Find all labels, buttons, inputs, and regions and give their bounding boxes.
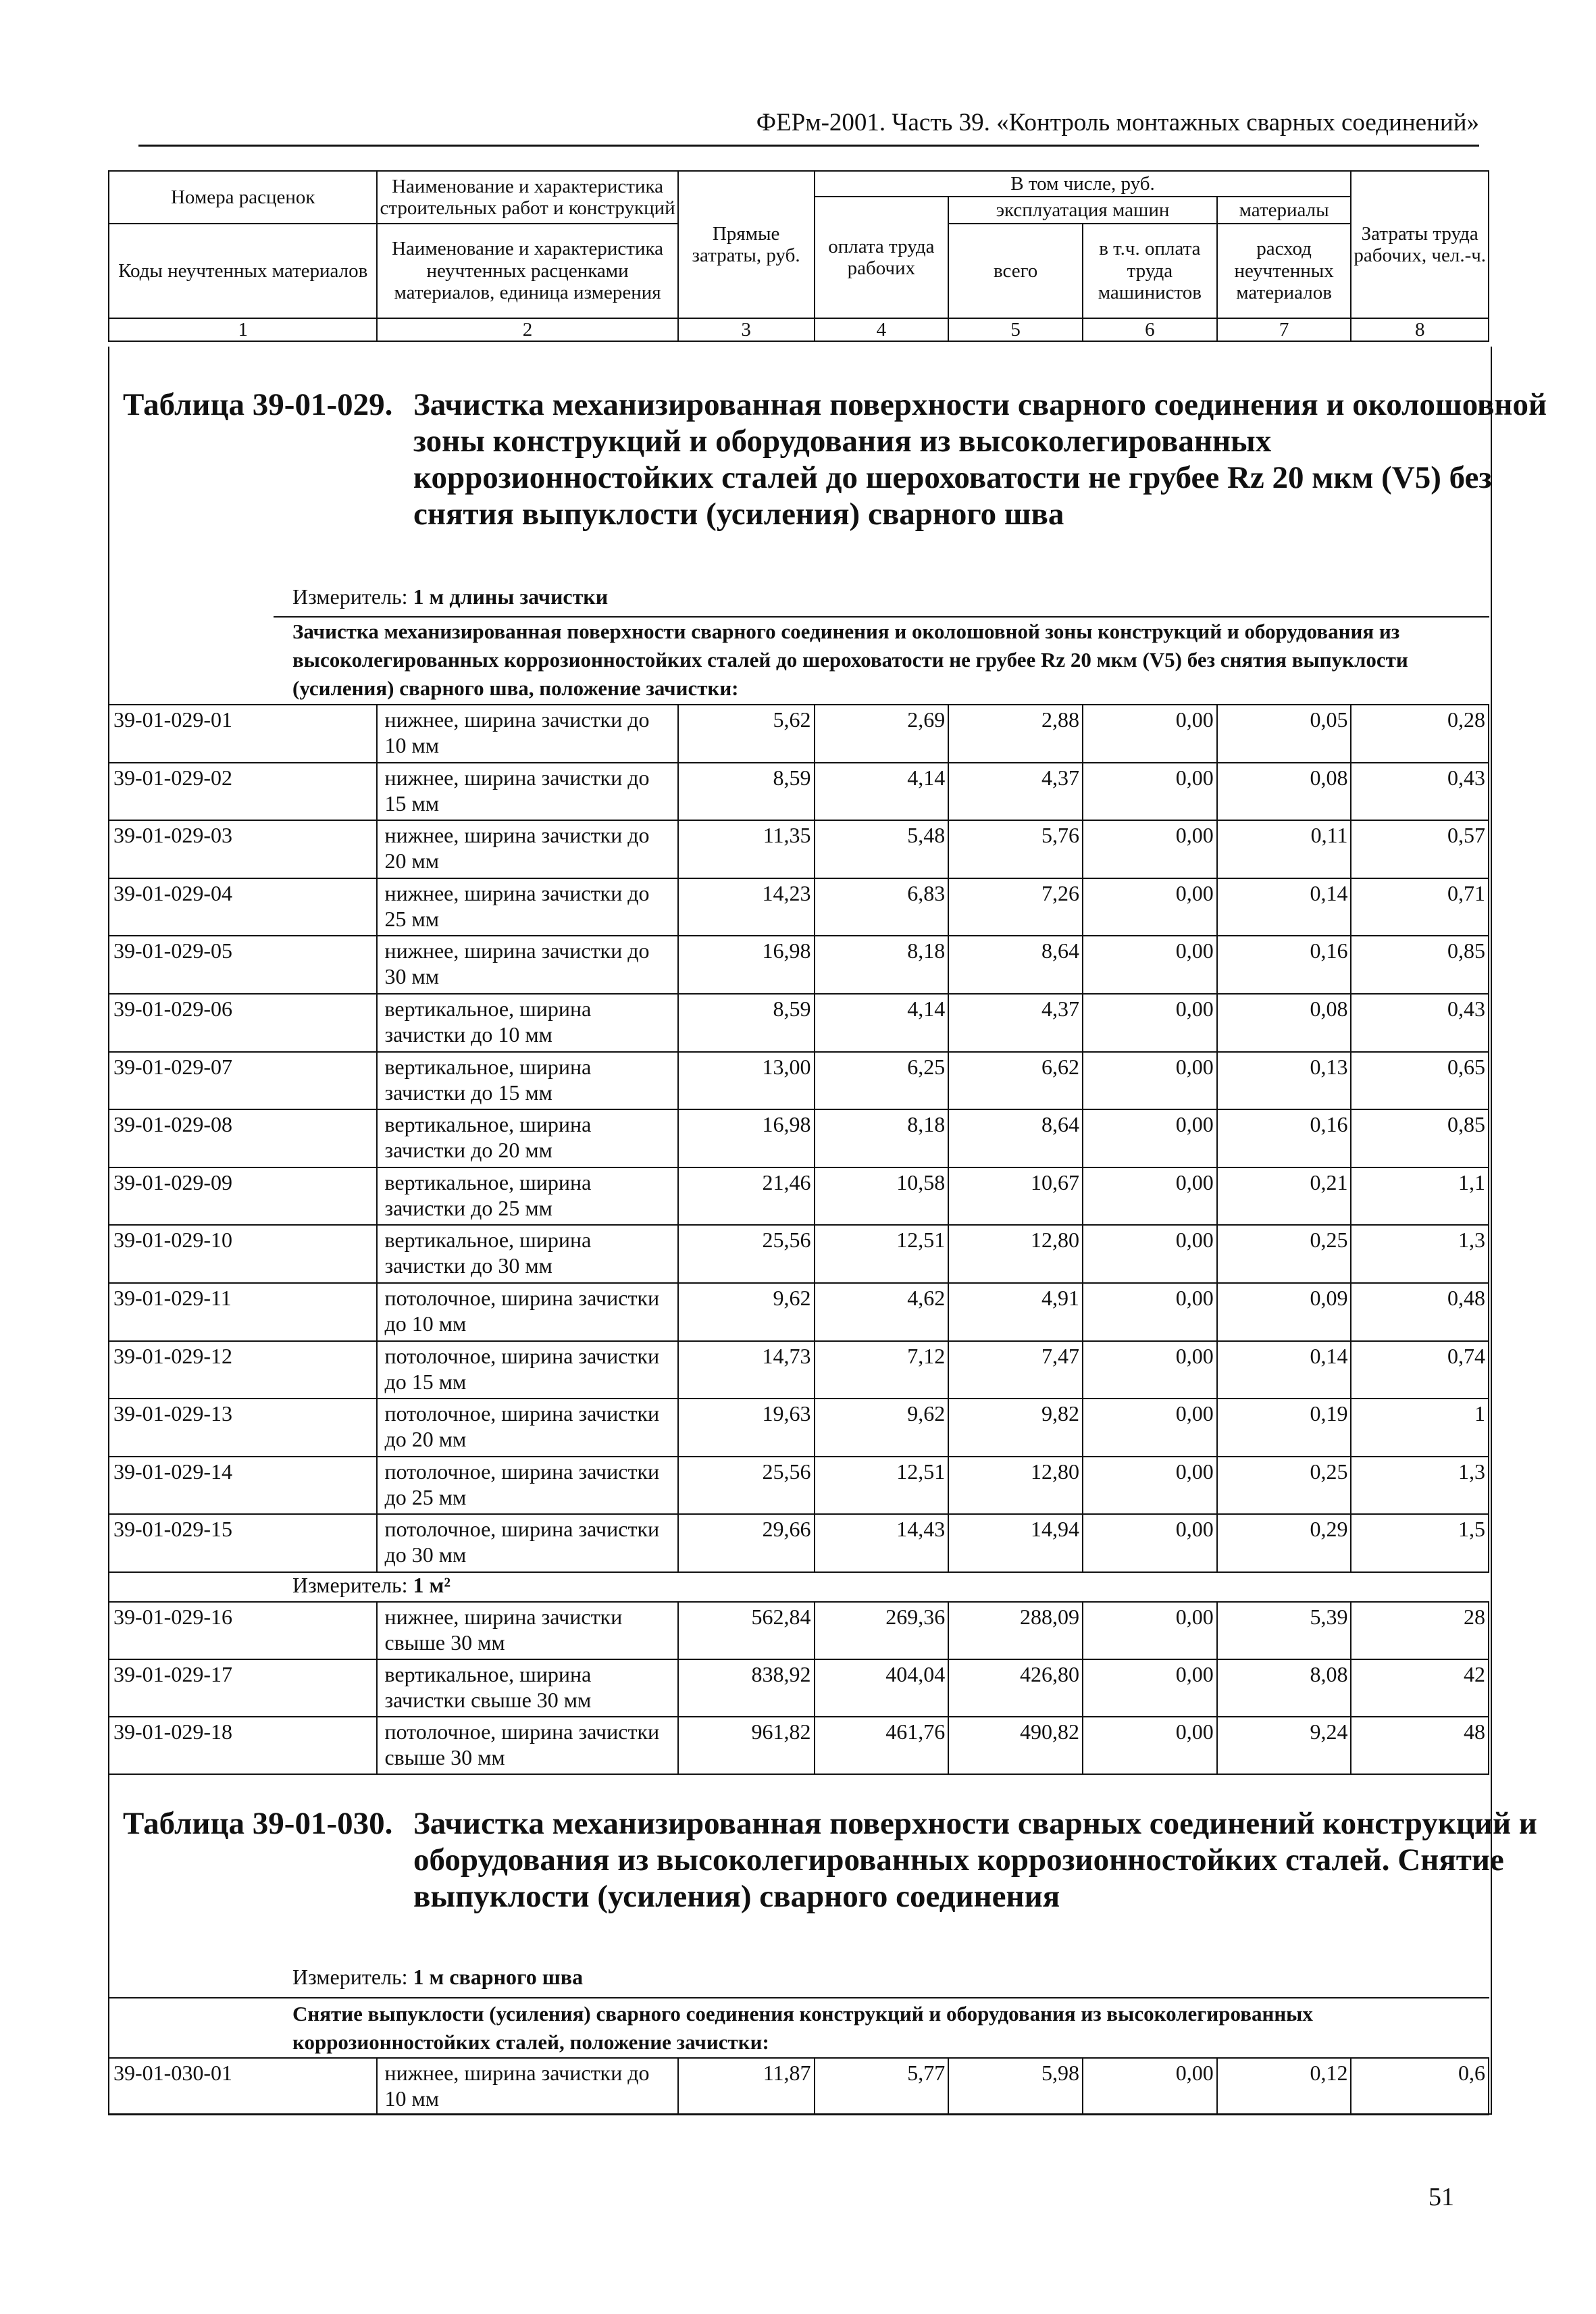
table-row bbox=[109, 878, 1489, 936]
work-description: вертикальное, ширина зачистки свыше 30 мм bbox=[377, 1659, 677, 1717]
labor-hours-value: 0,85 bbox=[1351, 1109, 1489, 1167]
materials-value: 0,19 bbox=[1217, 1399, 1352, 1457]
machine-total-value: 14,94 bbox=[948, 1514, 1083, 1572]
direct-costs-value: 9,62 bbox=[678, 1283, 815, 1341]
header-machine-ops: эксплуатация машин bbox=[948, 197, 1216, 224]
rate-code: 39-01-029-10 bbox=[109, 1225, 377, 1283]
machinist-pay-value: 0,00 bbox=[1083, 1457, 1217, 1515]
machine-total-value: 2,88 bbox=[948, 705, 1083, 763]
rate-code: 39-01-029-13 bbox=[109, 1399, 377, 1457]
header-material-name: Наименование и характеристика неучтенных расценками материалов, единица измерения bbox=[377, 224, 677, 318]
machinist-pay-value: 0,00 bbox=[1083, 1514, 1217, 1572]
section2-rates-table bbox=[108, 2057, 1489, 2115]
machine-total-value: 288,09 bbox=[948, 1602, 1083, 1659]
labor-pay-value: 8,18 bbox=[815, 936, 949, 994]
work-description: вертикальное, ширина зачистки до 25 мм bbox=[377, 1167, 677, 1226]
direct-costs-value: 29,66 bbox=[678, 1514, 815, 1572]
labor-pay-value: 9,62 bbox=[815, 1399, 949, 1457]
table-row bbox=[109, 705, 1489, 763]
labor-hours-value: 0,6 bbox=[1351, 2058, 1489, 2115]
rate-code: 39-01-029-01 bbox=[109, 705, 377, 763]
measure-label: Измеритель: bbox=[292, 1573, 408, 1597]
table-row bbox=[109, 994, 1489, 1052]
section2-measure bbox=[292, 1965, 583, 1990]
labor-hours-value: 28 bbox=[1351, 1602, 1489, 1659]
direct-costs-value: 11,87 bbox=[678, 2058, 815, 2115]
machinist-pay-value: 0,00 bbox=[1083, 1602, 1217, 1659]
header-rate-numbers: Номера расценок bbox=[109, 171, 377, 224]
machine-total-value: 7,26 bbox=[948, 878, 1083, 936]
machinist-pay-value: 0,00 bbox=[1083, 1399, 1217, 1457]
header-machine-total: всего bbox=[948, 224, 1083, 318]
header-materials: материалы bbox=[1217, 197, 1352, 224]
materials-value: 0,29 bbox=[1217, 1514, 1352, 1572]
table-row bbox=[109, 1514, 1489, 1572]
direct-costs-value: 14,23 bbox=[678, 878, 815, 936]
machine-total-value: 8,64 bbox=[948, 936, 1083, 994]
section1-measure bbox=[292, 584, 608, 609]
labor-hours-value: 0,74 bbox=[1351, 1341, 1489, 1399]
labor-pay-value: 6,25 bbox=[815, 1052, 949, 1110]
running-header: ФЕРм-2001. Часть 39. «Контроль монтажных сварных соединений» bbox=[756, 109, 1479, 136]
table-row bbox=[109, 1659, 1489, 1717]
machinist-pay-value: 0,00 bbox=[1083, 1109, 1217, 1167]
labor-pay-value: 10,58 bbox=[815, 1167, 949, 1226]
work-description: вертикальное, ширина зачистки до 30 мм bbox=[377, 1225, 677, 1283]
header-direct-costs: Прямые затраты, руб. bbox=[678, 171, 815, 318]
labor-pay-value: 12,51 bbox=[815, 1457, 949, 1515]
work-description: потолочное, ширина зачистки до 10 мм bbox=[377, 1283, 677, 1341]
machine-total-value: 8,64 bbox=[948, 1109, 1083, 1167]
materials-value: 0,16 bbox=[1217, 936, 1352, 994]
direct-costs-value: 13,00 bbox=[678, 1052, 815, 1110]
header-material-codes: Коды неучтенных материалов bbox=[109, 224, 377, 318]
col-number: 4 bbox=[815, 318, 949, 341]
rate-code: 39-01-029-02 bbox=[109, 763, 377, 821]
rate-code: 39-01-029-11 bbox=[109, 1283, 377, 1341]
labor-pay-value: 4,62 bbox=[815, 1283, 949, 1341]
header-work-name: Наименование и характеристика строительных работ и конструкций bbox=[377, 171, 677, 224]
section2-title bbox=[123, 1805, 1537, 1954]
direct-costs-value: 25,56 bbox=[678, 1225, 815, 1283]
machine-total-value: 9,82 bbox=[948, 1399, 1083, 1457]
materials-value: 0,08 bbox=[1217, 763, 1352, 821]
machinist-pay-value: 0,00 bbox=[1083, 1659, 1217, 1717]
rate-code: 39-01-029-03 bbox=[109, 820, 377, 878]
work-description: нижнее, ширина зачистки до 25 мм bbox=[377, 878, 677, 936]
materials-value: 0,05 bbox=[1217, 705, 1352, 763]
header-materials-consumption: расход неучтенных материалов bbox=[1217, 224, 1352, 318]
machine-total-value: 12,80 bbox=[948, 1225, 1083, 1283]
table-row bbox=[109, 1109, 1489, 1167]
work-description: нижнее, ширина зачистки до 20 мм bbox=[377, 820, 677, 878]
labor-pay-value: 6,83 bbox=[815, 878, 949, 936]
work-description: нижнее, ширина зачистки до 15 мм bbox=[377, 763, 677, 821]
table-row bbox=[109, 1457, 1489, 1515]
work-description: потолочное, ширина зачистки до 25 мм bbox=[377, 1457, 677, 1515]
machinist-pay-value: 0,00 bbox=[1083, 1283, 1217, 1341]
section1-heading: Зачистка механизированная поверхности сварного соединения и околошовной зоны конструкций и оборудования из высоколегированных коррозионностойких сталей до шероховатости не грубее Rz 20 мкм (V5) без снятия выпуклости (усиления) сварного шва bbox=[413, 387, 1547, 532]
direct-costs-value: 5,62 bbox=[678, 705, 815, 763]
section2-heading: Зачистка механизированная поверхности сварных соединений конструкций и оборудования из высоколегированных коррозионностойких сталей. Снятие выпуклости (усиления) сварного соединения bbox=[413, 1806, 1537, 1914]
machine-total-value: 5,98 bbox=[948, 2058, 1083, 2115]
col-number: 5 bbox=[948, 318, 1083, 341]
direct-costs-value: 8,59 bbox=[678, 763, 815, 821]
rate-code: 39-01-030-01 bbox=[109, 2058, 377, 2115]
header-machinist-pay: в т.ч. оплата труда машинистов bbox=[1083, 224, 1217, 318]
labor-pay-value: 12,51 bbox=[815, 1225, 949, 1283]
materials-value: 0,09 bbox=[1217, 1283, 1352, 1341]
direct-costs-value: 25,56 bbox=[678, 1457, 815, 1515]
rate-code: 39-01-029-08 bbox=[109, 1109, 377, 1167]
measure-label: Измеритель: bbox=[292, 584, 408, 609]
labor-hours-value: 0,71 bbox=[1351, 878, 1489, 936]
machinist-pay-value: 0,00 bbox=[1083, 878, 1217, 936]
work-description: потолочное, ширина зачистки до 30 мм bbox=[377, 1514, 677, 1572]
machinist-pay-value: 0,00 bbox=[1083, 1225, 1217, 1283]
direct-costs-value: 21,46 bbox=[678, 1167, 815, 1226]
labor-pay-value: 2,69 bbox=[815, 705, 949, 763]
table-row bbox=[109, 1283, 1489, 1341]
table-row bbox=[109, 763, 1489, 821]
labor-hours-value: 1,3 bbox=[1351, 1225, 1489, 1283]
group-rule-top-2 bbox=[108, 1997, 1489, 1998]
labor-hours-value: 0,65 bbox=[1351, 1052, 1489, 1110]
col-number: 7 bbox=[1217, 318, 1352, 341]
labor-pay-value: 5,48 bbox=[815, 820, 949, 878]
materials-value: 8,08 bbox=[1217, 1659, 1352, 1717]
materials-value: 0,12 bbox=[1217, 2058, 1352, 2115]
col-number: 8 bbox=[1351, 318, 1489, 341]
labor-pay-value: 8,18 bbox=[815, 1109, 949, 1167]
rate-code: 39-01-029-05 bbox=[109, 936, 377, 994]
materials-value: 0,13 bbox=[1217, 1052, 1352, 1110]
materials-value: 0,08 bbox=[1217, 994, 1352, 1052]
table-row bbox=[109, 1167, 1489, 1226]
table-row bbox=[109, 1717, 1489, 1774]
table-row bbox=[109, 1602, 1489, 1659]
labor-hours-value: 48 bbox=[1351, 1717, 1489, 1774]
direct-costs-value: 14,73 bbox=[678, 1341, 815, 1399]
materials-value: 0,25 bbox=[1217, 1225, 1352, 1283]
measure-value: 1 м сварного шва bbox=[413, 1965, 584, 1989]
labor-hours-value: 1,3 bbox=[1351, 1457, 1489, 1515]
table-row bbox=[109, 820, 1489, 878]
machine-total-value: 4,37 bbox=[948, 763, 1083, 821]
work-description: потолочное, ширина зачистки до 15 мм bbox=[377, 1341, 677, 1399]
materials-value: 0,14 bbox=[1217, 878, 1352, 936]
measure-value: 1 м длины зачистки bbox=[413, 584, 609, 609]
materials-value: 0,21 bbox=[1217, 1167, 1352, 1226]
rate-code: 39-01-029-06 bbox=[109, 994, 377, 1052]
section1-rates-table bbox=[108, 704, 1489, 1573]
table-row bbox=[109, 1341, 1489, 1399]
labor-hours-value: 1 bbox=[1351, 1399, 1489, 1457]
machinist-pay-value: 0,00 bbox=[1083, 1167, 1217, 1226]
direct-costs-value: 16,98 bbox=[678, 1109, 815, 1167]
rate-code: 39-01-029-17 bbox=[109, 1659, 377, 1717]
direct-costs-value: 11,35 bbox=[678, 820, 815, 878]
measure-label: Измеритель: bbox=[292, 1965, 408, 1989]
col-number: 2 bbox=[377, 318, 677, 341]
machine-total-value: 426,80 bbox=[948, 1659, 1083, 1717]
rate-code: 39-01-029-09 bbox=[109, 1167, 377, 1226]
col-number: 6 bbox=[1083, 318, 1217, 341]
machine-total-value: 490,82 bbox=[948, 1717, 1083, 1774]
labor-pay-value: 14,43 bbox=[815, 1514, 949, 1572]
labor-hours-value: 0,48 bbox=[1351, 1283, 1489, 1341]
col-number: 1 bbox=[109, 318, 377, 341]
materials-value: 9,24 bbox=[1217, 1717, 1352, 1774]
work-description: нижнее, ширина зачистки до 10 мм bbox=[377, 2058, 677, 2115]
labor-hours-value: 1,1 bbox=[1351, 1167, 1489, 1226]
work-description: нижнее, ширина зачистки свыше 30 мм bbox=[377, 1602, 677, 1659]
machine-total-value: 5,76 bbox=[948, 820, 1083, 878]
rate-code: 39-01-029-07 bbox=[109, 1052, 377, 1110]
machine-total-value: 12,80 bbox=[948, 1457, 1083, 1515]
labor-pay-value: 5,77 bbox=[815, 2058, 949, 2115]
machinist-pay-value: 0,00 bbox=[1083, 1717, 1217, 1774]
section2-group-description: Снятие выпуклости (усиления) сварного соединения конструкций и оборудования из высоколегированных коррозионностойких сталей, положение зачистки: bbox=[292, 2002, 1313, 2054]
labor-hours-value: 42 bbox=[1351, 1659, 1489, 1717]
table-row bbox=[109, 1399, 1489, 1457]
direct-costs-value: 838,92 bbox=[678, 1659, 815, 1717]
work-description: потолочное, ширина зачистки свыше 30 мм bbox=[377, 1717, 677, 1774]
section1-area-rates-table bbox=[108, 1601, 1489, 1775]
table-row bbox=[109, 1052, 1489, 1110]
machine-total-value: 6,62 bbox=[948, 1052, 1083, 1110]
rate-code: 39-01-029-04 bbox=[109, 878, 377, 936]
machine-total-value: 10,67 bbox=[948, 1167, 1083, 1226]
labor-pay-value: 269,36 bbox=[815, 1602, 949, 1659]
labor-hours-value: 0,43 bbox=[1351, 994, 1489, 1052]
labor-hours-value: 0,43 bbox=[1351, 763, 1489, 821]
machine-total-value: 4,37 bbox=[948, 994, 1083, 1052]
materials-value: 0,11 bbox=[1217, 820, 1352, 878]
section1-group-description: Зачистка механизированная поверхности сварного соединения и околошовной зоны конструкций и оборудования из высоколегированных коррозионностойких сталей до шероховатости не грубее Rz 20 мкм (V5) без снятия выпуклости (усиления) сварного шва, положение зачистки: bbox=[292, 620, 1408, 700]
machinist-pay-value: 0,00 bbox=[1083, 1341, 1217, 1399]
machinist-pay-value: 0,00 bbox=[1083, 936, 1217, 994]
labor-hours-value: 1,5 bbox=[1351, 1514, 1489, 1572]
machinist-pay-value: 0,00 bbox=[1083, 994, 1217, 1052]
machine-total-value: 7,47 bbox=[948, 1341, 1083, 1399]
labor-pay-value: 4,14 bbox=[815, 763, 949, 821]
section1-table-number: Таблица 39-01-029. bbox=[123, 387, 393, 422]
measure-value: 1 м² bbox=[413, 1573, 451, 1597]
labor-pay-value: 4,14 bbox=[815, 994, 949, 1052]
work-description: вертикальное, ширина зачистки до 15 мм bbox=[377, 1052, 677, 1110]
work-description: вертикальное, ширина зачистки до 20 мм bbox=[377, 1109, 677, 1167]
rate-code: 39-01-029-14 bbox=[109, 1457, 377, 1515]
rate-code: 39-01-029-15 bbox=[109, 1514, 377, 1572]
table-row bbox=[109, 2058, 1489, 2115]
machinist-pay-value: 0,00 bbox=[1083, 2058, 1217, 2115]
header-including: В том числе, руб. bbox=[815, 171, 1352, 197]
page-number: 51 bbox=[1428, 2183, 1454, 2211]
labor-hours-value: 0,85 bbox=[1351, 936, 1489, 994]
materials-value: 5,39 bbox=[1217, 1602, 1352, 1659]
direct-costs-value: 19,63 bbox=[678, 1399, 815, 1457]
section2-table-number: Таблица 39-01-030. bbox=[123, 1806, 393, 1841]
machine-total-value: 4,91 bbox=[948, 1283, 1083, 1341]
header-labor-costs: Затраты труда рабочих, чел.-ч. bbox=[1351, 171, 1489, 318]
col-number: 3 bbox=[678, 318, 815, 341]
direct-costs-value: 8,59 bbox=[678, 994, 815, 1052]
materials-value: 0,14 bbox=[1217, 1341, 1352, 1399]
labor-hours-value: 0,57 bbox=[1351, 820, 1489, 878]
rate-code: 39-01-029-18 bbox=[109, 1717, 377, 1774]
machinist-pay-value: 0,00 bbox=[1083, 705, 1217, 763]
materials-value: 0,25 bbox=[1217, 1457, 1352, 1515]
labor-pay-value: 461,76 bbox=[815, 1717, 949, 1774]
work-description: нижнее, ширина зачистки до 10 мм bbox=[377, 705, 677, 763]
machinist-pay-value: 0,00 bbox=[1083, 1052, 1217, 1110]
direct-costs-value: 961,82 bbox=[678, 1717, 815, 1774]
header-rule bbox=[138, 145, 1479, 147]
work-description: потолочное, ширина зачистки до 20 мм bbox=[377, 1399, 677, 1457]
machinist-pay-value: 0,00 bbox=[1083, 820, 1217, 878]
header-labor-pay: оплата труда рабочих bbox=[815, 197, 949, 318]
direct-costs-value: 16,98 bbox=[678, 936, 815, 994]
work-description: нижнее, ширина зачистки до 30 мм bbox=[377, 936, 677, 994]
table-row bbox=[109, 936, 1489, 994]
labor-pay-value: 404,04 bbox=[815, 1659, 949, 1717]
materials-value: 0,16 bbox=[1217, 1109, 1352, 1167]
section1-measure-2 bbox=[292, 1573, 451, 1598]
section1-title bbox=[123, 386, 1547, 582]
work-description: вертикальное, ширина зачистки до 10 мм bbox=[377, 994, 677, 1052]
machinist-pay-value: 0,00 bbox=[1083, 763, 1217, 821]
labor-hours-value: 0,28 bbox=[1351, 705, 1489, 763]
direct-costs-value: 562,84 bbox=[678, 1602, 815, 1659]
table-row bbox=[109, 1225, 1489, 1283]
rate-code: 39-01-029-12 bbox=[109, 1341, 377, 1399]
labor-pay-value: 7,12 bbox=[815, 1341, 949, 1399]
column-header-table bbox=[108, 170, 1489, 342]
rate-code: 39-01-029-16 bbox=[109, 1602, 377, 1659]
